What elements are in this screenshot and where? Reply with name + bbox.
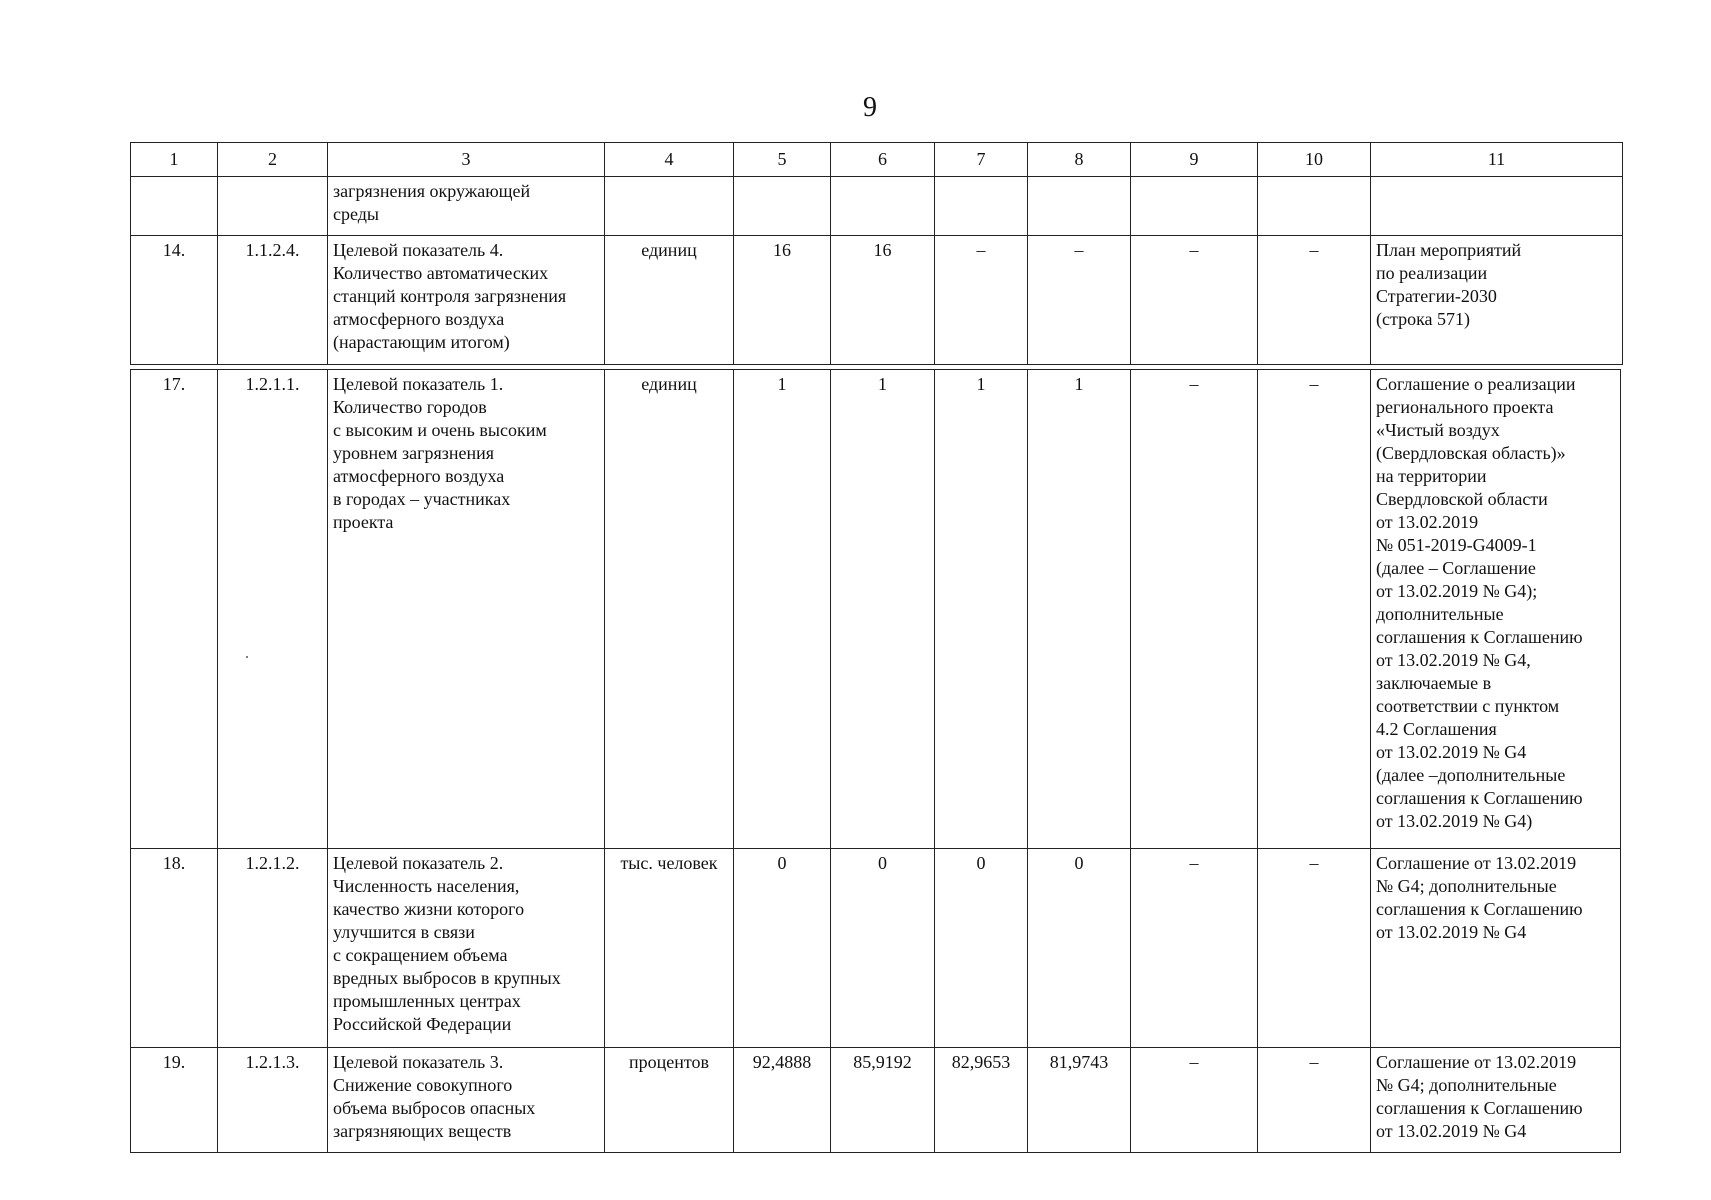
value-cell: 0 [734, 849, 831, 1048]
row-code-cell [218, 177, 328, 236]
column-number-row [131, 143, 1623, 177]
value-cell: 1 [734, 370, 831, 849]
row-code-cell: 1.2.1.1. [218, 370, 328, 849]
table-row [131, 236, 1623, 365]
row-code-cell: 1.2.1.3. [218, 1048, 328, 1153]
indicator-table-top [130, 142, 1623, 365]
value-cell: – [1131, 1048, 1258, 1153]
row-number-cell: 18. [131, 849, 218, 1048]
value-cell: 1 [935, 370, 1028, 849]
value-cell: 16 [734, 236, 831, 365]
value-cell [1131, 177, 1258, 236]
scan-speck [246, 656, 248, 658]
value-cell [1258, 177, 1371, 236]
column-number-header: 9 [1131, 143, 1258, 177]
column-number-header: 3 [328, 143, 605, 177]
column-number-header: 7 [935, 143, 1028, 177]
value-cell: – [1131, 236, 1258, 365]
value-cell: 81,9743 [1028, 1048, 1131, 1153]
value-cell: 16 [831, 236, 935, 365]
source-cell: Соглашение от 13.02.2019 № G4; дополнительные соглашения к Соглашению от 13.02.2019 № G4 [1371, 849, 1621, 1048]
value-cell [831, 177, 935, 236]
value-cell [734, 177, 831, 236]
value-cell: 1 [831, 370, 935, 849]
column-number-header: 10 [1258, 143, 1371, 177]
value-cell: – [1131, 370, 1258, 849]
row-number-cell: 19. [131, 1048, 218, 1153]
row-code-cell: 1.1.2.4. [218, 236, 328, 365]
value-cell [935, 177, 1028, 236]
table-row [131, 177, 1623, 236]
indicator-table-bottom [130, 369, 1621, 1153]
unit-cell: единиц [605, 236, 734, 365]
column-number-header: 4 [605, 143, 734, 177]
value-cell: – [1028, 236, 1131, 365]
column-number-header: 5 [734, 143, 831, 177]
value-cell: 1 [1028, 370, 1131, 849]
value-cell: 0 [935, 849, 1028, 1048]
unit-cell: тыс. человек [605, 849, 734, 1048]
page-number: 9 [863, 92, 877, 123]
value-cell: 0 [831, 849, 935, 1048]
table-row [131, 370, 1621, 849]
column-number-header: 8 [1028, 143, 1131, 177]
row-number-cell [131, 177, 218, 236]
indicator-name-cell: загрязнения окружающей среды [328, 177, 605, 236]
column-number-header: 2 [218, 143, 328, 177]
value-cell [1028, 177, 1131, 236]
value-cell: – [1258, 1048, 1371, 1153]
value-cell: – [1131, 849, 1258, 1048]
row-number-cell: 17. [131, 370, 218, 849]
indicator-name-cell: Целевой показатель 2. Численность населения, качество жизни которого улучшится в связи с сокращением объема вредных выбросов в крупных промышленных центрах Российской Федерации [328, 849, 605, 1048]
column-number-header: 6 [831, 143, 935, 177]
value-cell: – [1258, 236, 1371, 365]
unit-cell: процентов [605, 1048, 734, 1153]
source-cell: План мероприятий по реализации Стратегии-2030 (строка 571) [1371, 236, 1623, 365]
value-cell: – [935, 236, 1028, 365]
value-cell: 82,9653 [935, 1048, 1028, 1153]
value-cell: 0 [1028, 849, 1131, 1048]
table-row [131, 1048, 1621, 1153]
unit-cell [605, 177, 734, 236]
source-cell: Соглашение о реализации регионального проекта «Чистый воздух (Свердловская область)» на территории Свердловской области от 13.02.2019 № 051-2019-G4009-1 (далее – Соглашение от 13.02.2019 № G4); дополнительные соглашения к Соглашению от 13.02.2019 № G4, заключаемые в соответствии с пунктом 4.2 Соглашения от 13.02.2019 № G4 (далее –дополнительные соглашения к Соглашению от 13.02.2019 № G4) [1371, 370, 1621, 849]
column-number-header: 1 [131, 143, 218, 177]
unit-cell: единиц [605, 370, 734, 849]
row-code-cell: 1.2.1.2. [218, 849, 328, 1048]
table-row [131, 849, 1621, 1048]
value-cell: – [1258, 370, 1371, 849]
column-number-header: 11 [1371, 143, 1623, 177]
indicator-name-cell: Целевой показатель 1. Количество городов с высоким и очень высоким уровнем загрязнения атмосферного воздуха в городах – участниках проекта [328, 370, 605, 849]
value-cell: – [1258, 849, 1371, 1048]
value-cell: 92,4888 [734, 1048, 831, 1153]
indicator-name-cell: Целевой показатель 4. Количество автоматических станций контроля загрязнения атмосферного воздуха (нарастающим итогом) [328, 236, 605, 365]
indicator-name-cell: Целевой показатель 3. Снижение совокупного объема выбросов опасных загрязняющих веществ [328, 1048, 605, 1153]
source-cell: Соглашение от 13.02.2019 № G4; дополнительные соглашения к Соглашению от 13.02.2019 № G4 [1371, 1048, 1621, 1153]
source-cell [1371, 177, 1623, 236]
row-number-cell: 14. [131, 236, 218, 365]
value-cell: 85,9192 [831, 1048, 935, 1153]
